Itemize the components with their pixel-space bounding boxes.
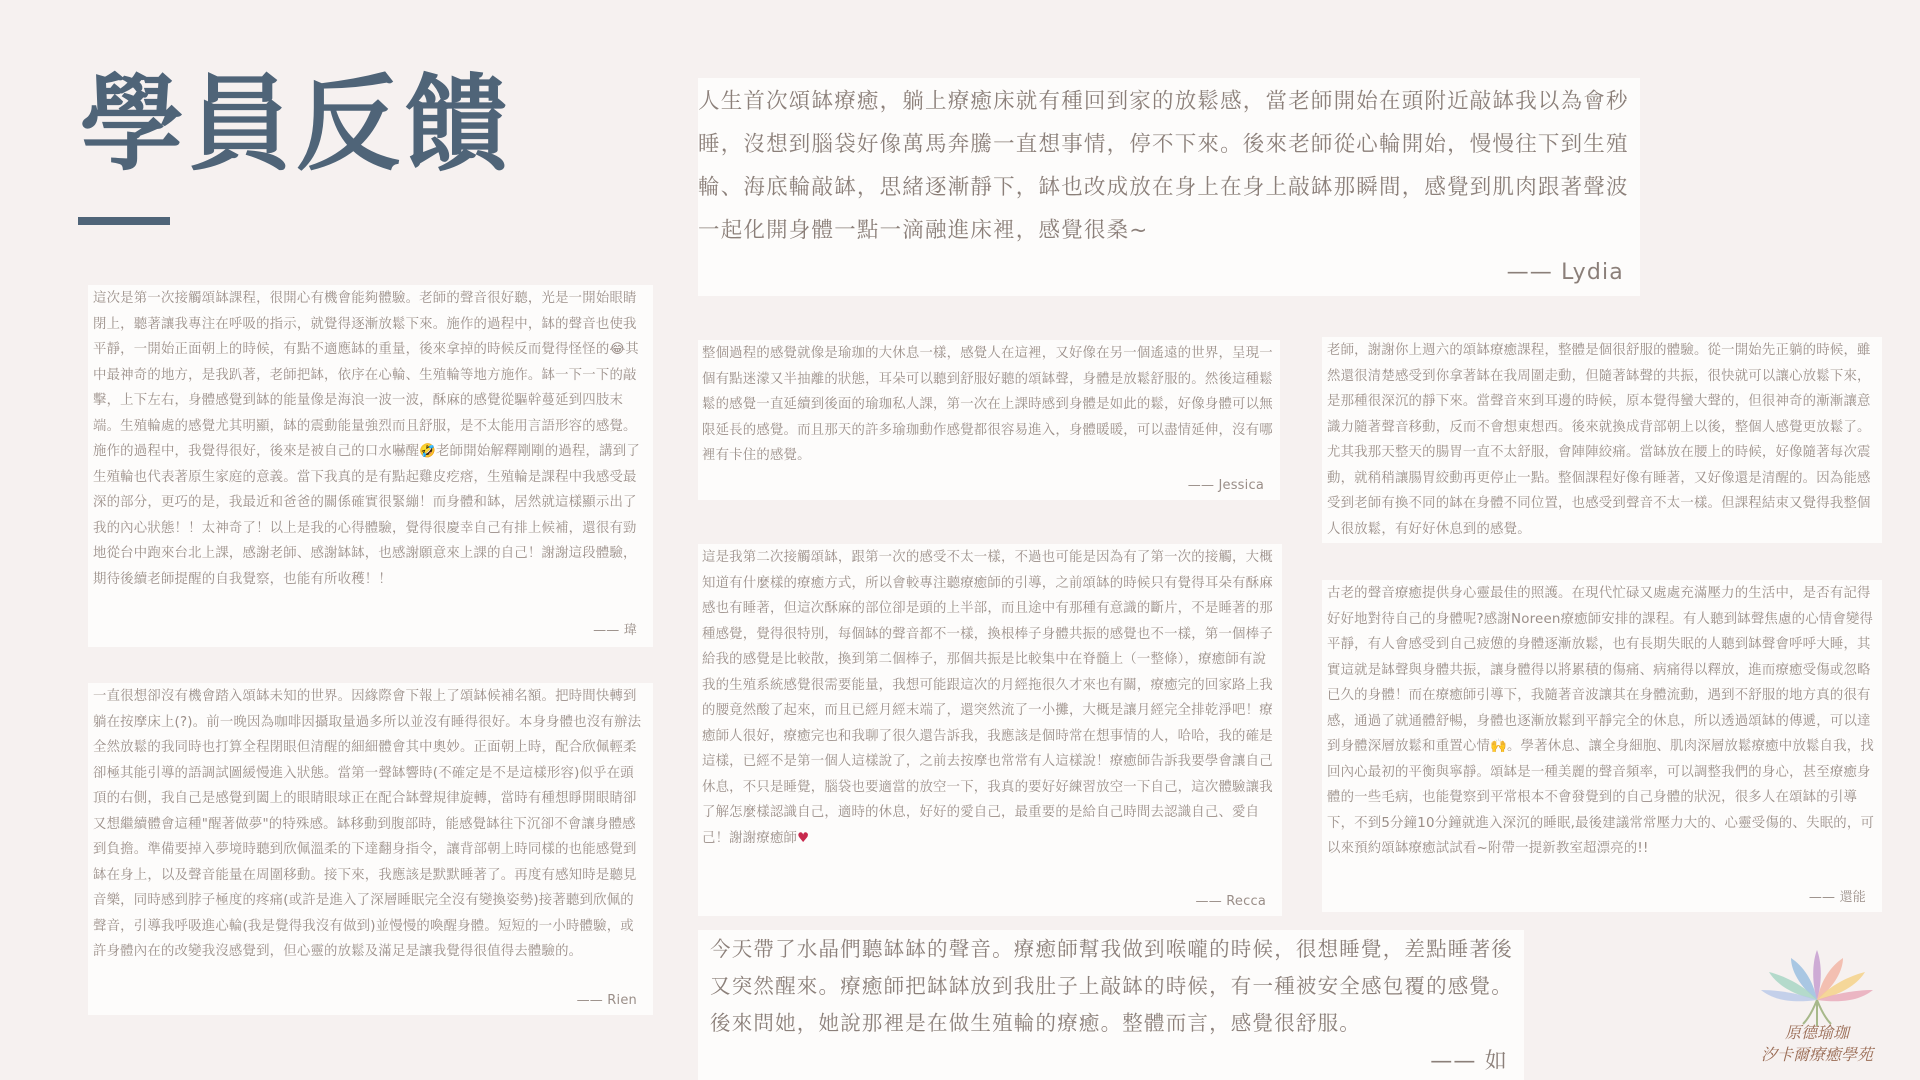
testimonial-text: 這次是第一次接觸頌缽課程，很開心有機會能夠體驗。老師的聲音很好聽，光是一開始眼睛閉上，聽著讓我專注在呼吸的指示，就覺得逐漸放鬆下來。施作的過程中，缽的聲音也使我平靜，一開始正面朝上的時候，有點不適應缽的重量，後來拿掉的時候反而覺得怪怪的😂其中最神奇的地方，是我趴著，老師把缽，依序在心輪、生殖輪等地方施作。缽一下一下的敲擊，上下左右，身體感覺到缽的能量像是海浪一波一波，酥麻的感覺從驅幹蔓延到四肢末端。生殖輪處的感覺尤其明顯，缽的震動能量強烈而且舒服，是不太能用言語形容的感覺。施作的過程中，我覺得很好，後來是被自己的口水嚇醒🤣老師開始解釋剛剛的過程，講到了生殖輪也代表著原生家庭的意義。當下我真的是有點起雞皮疙瘩，生殖輪是課程中我感受最深的部分，更巧的是，我最近和爸爸的關係確實很緊繃！而身體和缽，居然就這樣顯示出了我的內心狀態！！太神奇了！以上是我的心得體驗，覺得很慶幸自己有排上候補，還很有勁地從台中跑來台北上課，感謝老師、感謝缽缽，也感謝願意來上課的自己！謝謝這段體驗，期待後續老師提醒的自我覺察，也能有所收穫！！ [93, 291, 640, 587]
testimonial-text: 整個過程的感覺就像是瑜珈的大休息一樣，感覺人在這裡，又好像在另一個遙遠的世界，呈現一個有點迷濛又半抽離的狀態，耳朵可以聽到舒服好聽的頌缽聲，身體是放鬆舒服的。然後這種鬆鬆的感覺一直延續到後面的瑜珈私人課，第一次在上課時感到身體是如此的鬆，好像身體可以無限延長的感覺。而且那天的許多瑜珈動作感覺都很容易進入，身體暖暖，可以盡情延伸，沒有哪裡有卡住的感覺。 [702, 346, 1273, 463]
testimonial-card-rien [88, 683, 653, 1015]
testimonial-text: 今天帶了水晶們聽缽缽的聲音。療癒師幫我做到喉嚨的時候，很想睡覺，差點睡著後又突然醒來。療癒師把缽缽放到我肚子上敲缽的時候，有一種被安全感包覆的感覺。後來問她，她說那裡是在做生殖輪的療癒。整體而言，感覺很舒服。 [710, 937, 1513, 1035]
testimonial-card-wei [88, 285, 653, 647]
testimonial-author: —— 瑋 [593, 622, 637, 638]
testimonial-text: 一直很想卻沒有機會踏入頌缽未知的世界。因緣際會下報上了頌缽候補名額。把時間快轉到躺在按摩床上(?)。前一晚因為咖啡因攝取量過多所以並沒有睡得很好。本身身體也沒有辦法全然放鬆的我同時也打算全程閉眼但清醒的細細體會其中奧妙。正面朝上時，配合欣佩輕柔卻極其能引導的語調試圖緩慢進入狀態。當第一聲缽響時(不確定是不是這樣形容)似乎在頭頂的右側，我自己是感覺到闔上的眼睛眼球正在配合缽聲規律旋轉，當時有種想睜開眼睛卻又想繼續體會這種"醒著做夢"的特殊感。缽移動到腹部時，能感覺缽往下沉卻不會讓身體感到負擔。準備要掉入夢境時聽到欣佩溫柔的下達翻身指令，讓背部朝上時同樣的也能感覺到缽在身上，以及聲音能量在周圍移動。接下來，我應該是默默睡著了。再度有感知時是聽見音樂，同時感到脖子極度的疼痛(或許是進入了深層睡眠完全沒有變換姿勢)接著聽到欣佩的聲音，引導我呼吸進心輪(我是覺得我沒有做到)並慢慢的喚醒身體。短短的一小時體驗，或許身體內在的改變我沒感覺到，但心靈的放鬆及滿足是讓我覺得很值得去體驗的。 [93, 689, 642, 959]
page-title: 學員反饋 [80, 63, 513, 185]
title-underline [78, 217, 170, 225]
testimonial-text: 古老的聲音療癒提供身心靈最佳的照護。在現代忙碌又處處充滿壓力的生活中，是否有記得好好地對待自己的身體呢?感謝Noreen療癒師安排的課程。有人聽到缽聲焦慮的心情會變得平靜，有人會感受到自己疲憊的身體逐漸放鬆，也有長期失眠的人聽到缽聲會呼呼大睡，其實這就是缽聲與身體共振，讓身體得以將累積的傷痛、病痛得以釋放，進而療癒受傷或忽略已久的身體！而在療癒師引導下，我隨著音波讓其在身體流動，遇到不舒服的地方真的很有感，通過了就通體舒暢，身體也逐漸放鬆到平靜完全的休息，所以透過頌缽的傳遞，可以達到身體深層放鬆和重置心情🙌。學著休息、讓全身細胞、肌肉深層放鬆療癒中放鬆自我，找回內心最初的平衡與寧靜。頌缽是一種美麗的聲音頻率，可以調整我們的身心，甚至療癒身體的一些毛病，也能覺察到平常根本不會發覺到的自己身體的狀況，很多人在頌缽的引導下，不到5分鐘10分鐘就進入深沉的睡眠,最後建議常常壓力大的、心靈受傷的、失眠的，可以來預約頌缽療癒試試看~附帶一提新教室超漂亮的!! [1327, 586, 1875, 856]
testimonial-card-jessica [698, 340, 1280, 500]
logo-line-2: 汐卡爾療癒學苑 [1760, 1045, 1873, 1064]
testimonial-text: 人生首次頌缽療癒，躺上療癒床就有種回到家的放鬆感，當老師開始在頭附近敲缽我以為會秒睡，沒想到腦袋好像萬馬奔騰一直想事情，停不下來。後來老師從心輪開始，慢慢往下到生殖輪、海底輪敲缽，思緒逐漸靜下，缽也改成放在身上在身上敲缽那瞬間，感覺到肌肉跟著聲波一起化開身體一點一滴融進床裡，感覺很桑~ [698, 89, 1629, 243]
testimonial-text: 老師，謝謝你上週六的頌缽療癒課程，整體是個很舒服的體驗。從一開始先正躺的時候，雖然還很清楚感受到你拿著缽在我周圍走動，但隨著缽聲的共振，很快就可以讓心放鬆下來，是那種很深沉的靜下來。當聲音來到耳邊的時候，原本覺得蠻大聲的，但很神奇的漸漸讓意識力隨著聲音移動，反而不會想東想西。後來就換成背部朝上以後，整個人感覺更放鬆了。尤其我那天整天的腸胃一直不太舒服，會陣陣絞痛。當缽放在腰上的時候，好像隨著每次震動，就稍稍讓腸胃絞動再更停止一點。整個課程好像有睡著，又好像還是清醒的。因為能感受到老師有換不同的缽在身體不同位置，也感受到聲音不太一樣。但課程結束又覺得我整個人很放鬆，有好好休息到的感覺。 [1327, 343, 1871, 537]
testimonial-author: —— Recca [1195, 893, 1266, 909]
testimonial-card-ru [698, 930, 1524, 1080]
testimonial-card-lydia [698, 78, 1640, 296]
testimonial-author: —— 如 [1430, 1049, 1508, 1074]
testimonial-author: —— Lydia [1506, 260, 1624, 285]
testimonial-card-huanneng [1322, 580, 1882, 912]
testimonial-author: —— Rien [576, 992, 637, 1008]
logo-line-1: 原德瑜珈 [1784, 1023, 1849, 1042]
testimonial-card-recca [698, 544, 1282, 916]
logo-text [1752, 1022, 1882, 1066]
testimonial-author: —— 還能 [1808, 889, 1866, 905]
testimonial-author: —— Jessica [1187, 477, 1264, 493]
testimonial-text: 這是我第二次接觸頌缽，跟第一次的感受不太一樣，不過也可能是因為有了第一次的接觸，大概知道有什麼樣的療癒方式，所以會較專注聽療癒師的引導，之前頌缽的時候只有覺得耳朵有酥麻感也有睡著，但這次酥麻的部位卻是頭的上半部，而且途中有那種有意識的斷片，不是睡著的那種感覺，覺得很特別，每個缽的聲音都不一樣，換根棒子身體共振的感覺也不一樣，第一個棒子給我的感覺是比較散，換到第二個棒子，那個共振是比較集中在脊髓上（一整條），療癒師有說我的生殖系統感覺很需要能量，我想可能跟這次的月經拖很久才來也有關，療癒完的回家路上我的腰竟然酸了起來，而且已經月經末端了，還突然流了一小攤，大概是讓月經完全排乾淨吧！療癒師人很好，療癒完也和我聊了很久還告訴我，我應該是個時常在想事情的人，哈哈，我的確是這樣，已經不是第一個人這樣說了，之前去按摩也常常有人這樣說！療癒師告訴我要學會讓自己休息，不只是睡覺，腦袋也要適當的放空一下，我真的要好好練習放空一下自己，這次體驗讓我了解怎麼樣認識自己，適時的休息，好好的愛自己，最重要的是給自己時間去認識自己、愛自己！謝謝療癒師 [702, 550, 1273, 846]
heart-icon: ♥ [797, 830, 810, 846]
testimonial-card-teacher-thanks [1322, 337, 1882, 543]
